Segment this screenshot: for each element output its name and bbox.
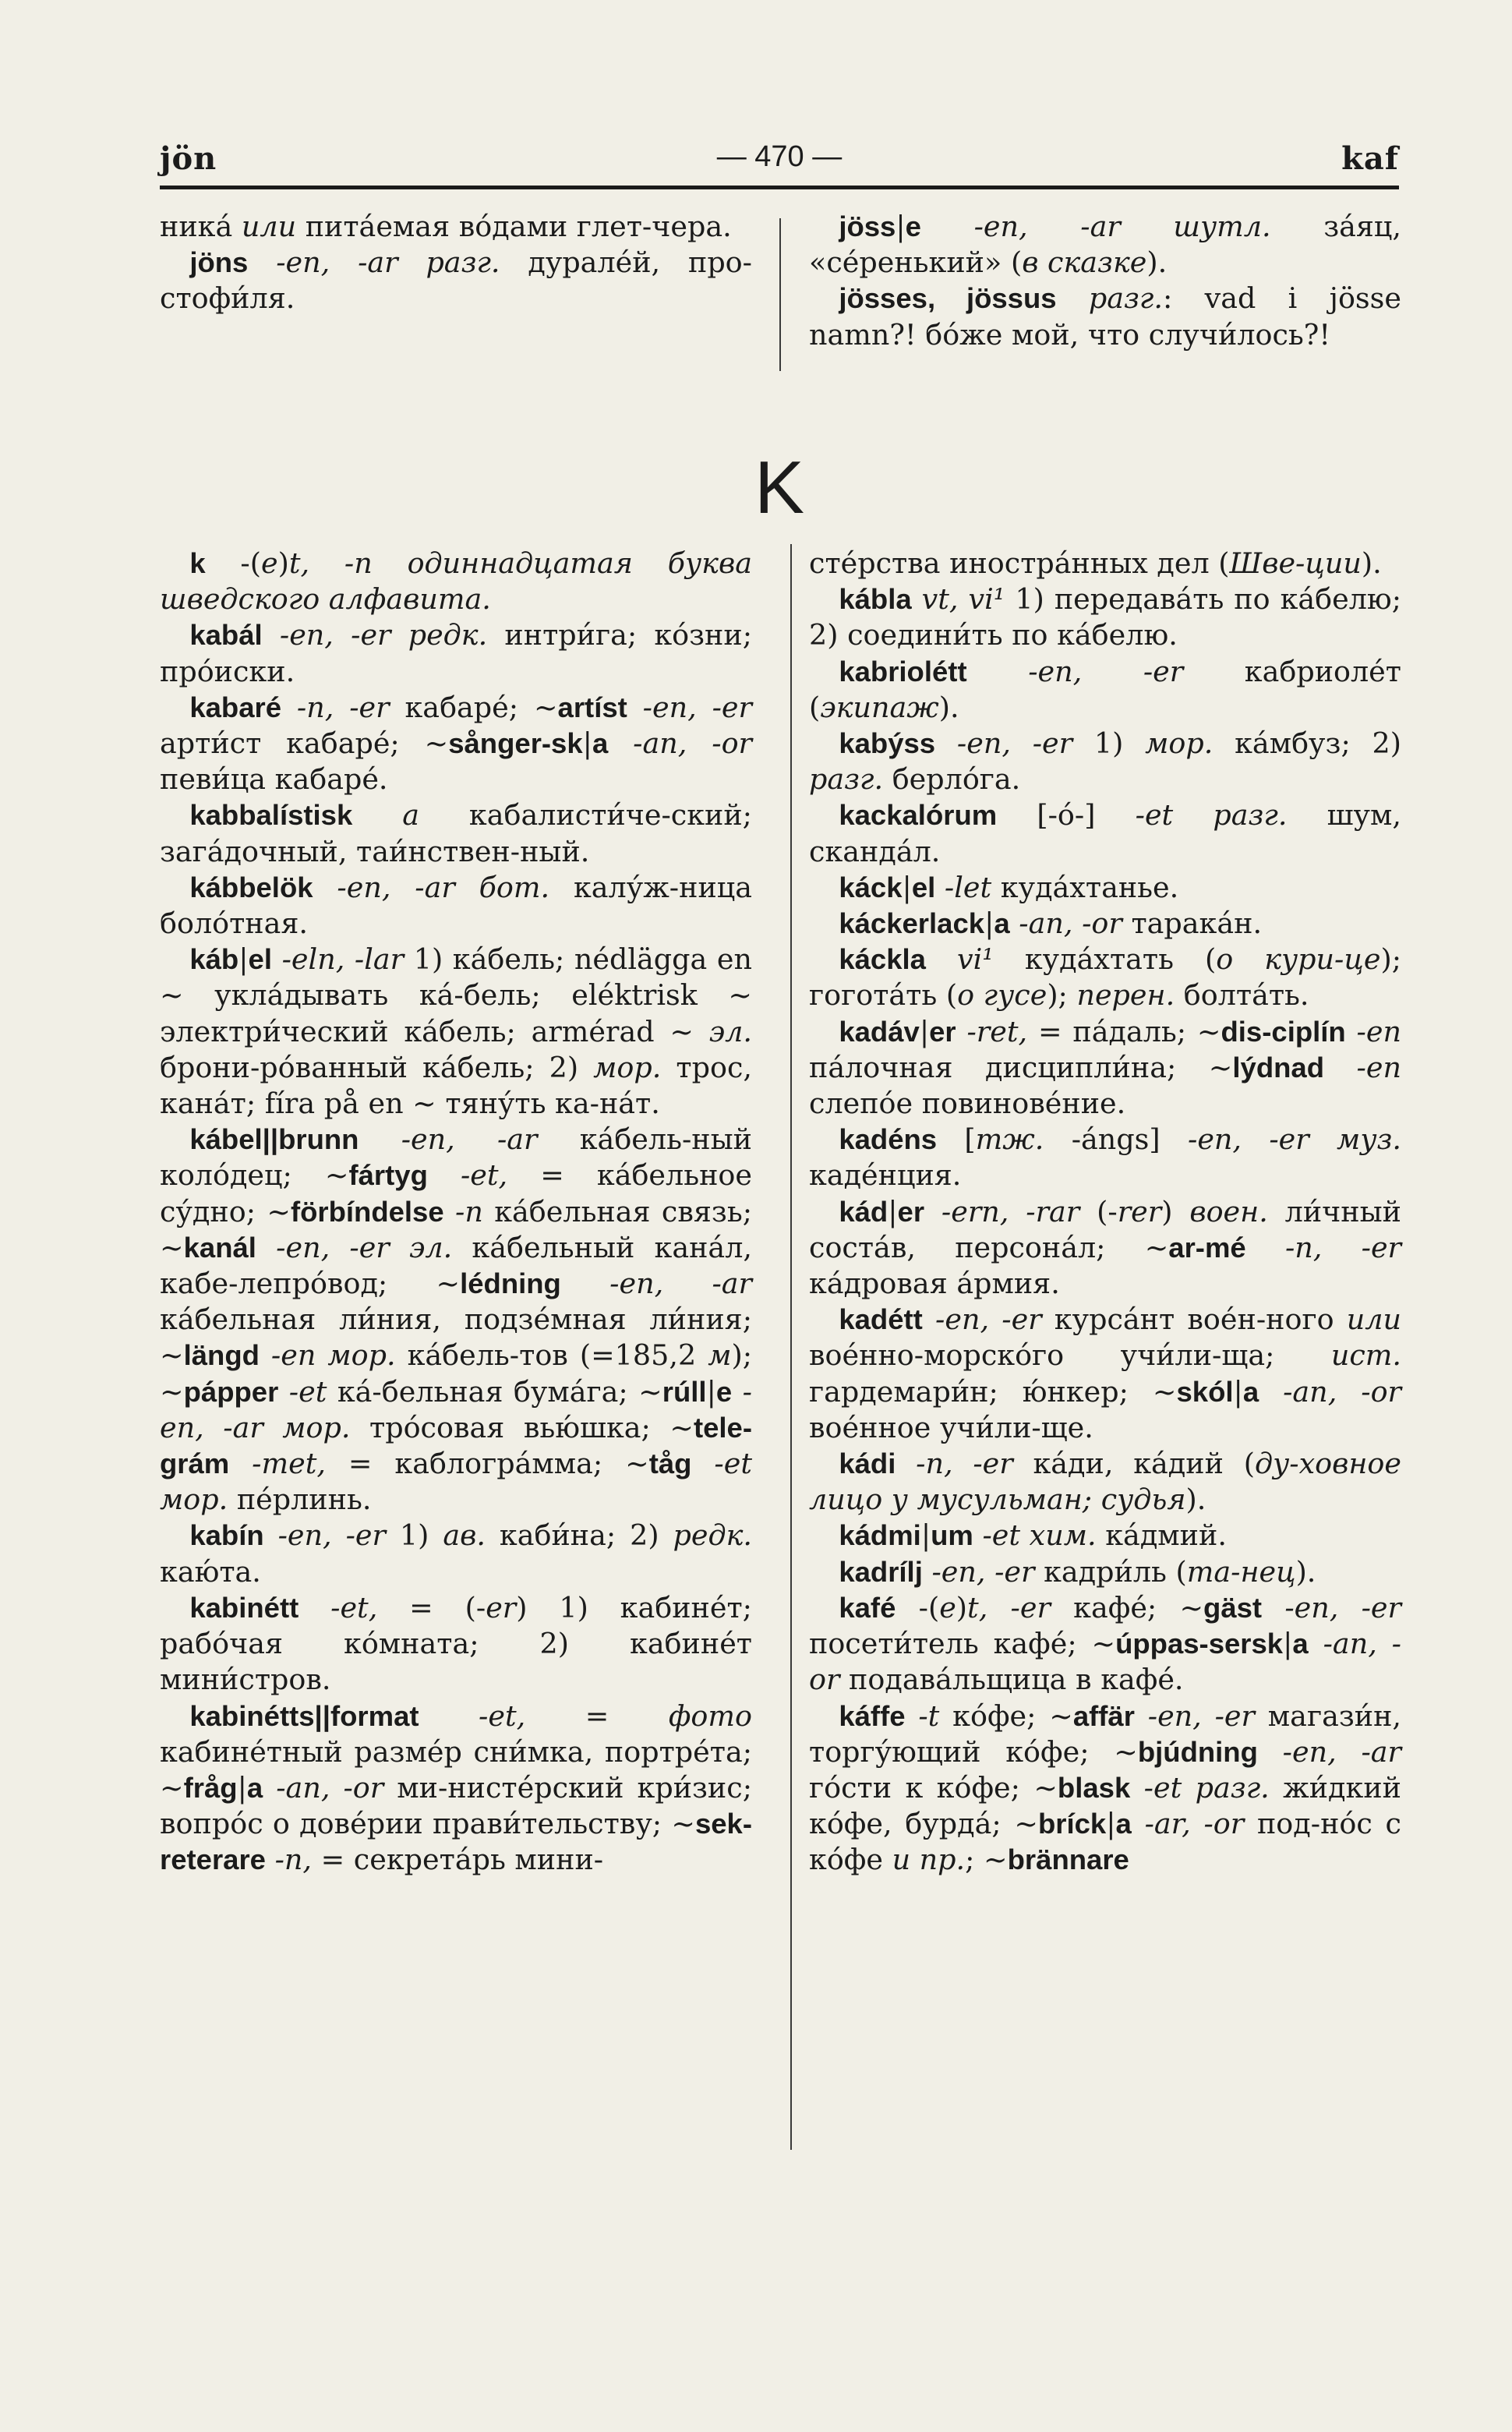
grammar-note: фото <box>668 1699 752 1733</box>
definition-text: каби́на; 2) <box>485 1518 673 1553</box>
grammar-note: эл. <box>708 1014 752 1048</box>
dictionary-entry <box>160 617 752 689</box>
dictionary-entry <box>809 1014 1401 1122</box>
grammar-note: -en, -ar бот. <box>313 870 550 904</box>
dictionary-entry <box>809 1194 1401 1303</box>
dictionary-entry <box>809 1302 1401 1446</box>
definition-text: ); гогота́ть ( <box>809 942 1401 1013</box>
headword: kabaré <box>189 691 282 723</box>
dictionary-entry <box>160 870 752 942</box>
definition-text: сте́рства иностра́нных дел ( <box>809 546 1230 580</box>
definition-text: 1) передава́ть по ка́белю; 2) соедини́ть по ка́белю. <box>809 582 1401 652</box>
definition-text: = (- <box>377 1590 486 1624</box>
definition-text: = каблогра́мма; ~ <box>326 1447 649 1481</box>
grammar-note: редк. <box>673 1518 753 1553</box>
definition-text: кабине́тный разме́р сни́мка, портре́та; ~ <box>160 1734 752 1805</box>
grammar-note: -n, -er <box>281 690 390 724</box>
grammar-note: -en, -ar шутл. <box>920 210 1271 243</box>
header-left-guide-word: jön <box>160 140 217 177</box>
definition-text: пе́рлинь. <box>228 1483 372 1517</box>
grammar-note: e <box>939 1590 956 1624</box>
definition-text: ) 1) кабине́т; рабо́чая ко́мната; 2) кабине́т мини́стров. <box>160 1590 752 1697</box>
headword: kábla <box>839 583 912 616</box>
headword: affär <box>1072 1699 1135 1732</box>
grammar-note: ав. <box>443 1518 486 1553</box>
grammar-note: мор. <box>1145 726 1213 761</box>
headword: fártyg <box>348 1159 428 1192</box>
dictionary-entry <box>160 797 752 869</box>
headword: kabinétt <box>189 1591 299 1624</box>
definition-text: ка́мбуз; 2) <box>1213 726 1401 761</box>
grammar-note: ду-ховное лицо у мусульман; судья <box>809 1447 1401 1517</box>
headword: kanál <box>183 1231 256 1264</box>
headword: kafé <box>839 1591 896 1624</box>
headword: pápper <box>183 1375 279 1408</box>
grammar-note: в сказке <box>1022 246 1147 280</box>
definition-text: | <box>1233 1374 1243 1409</box>
definition-text: ) <box>1161 1194 1190 1228</box>
headword: kabín <box>189 1519 264 1552</box>
headword: kadéns <box>839 1123 938 1156</box>
headword: káckerlack <box>839 907 985 940</box>
grammar-note: или <box>241 210 297 243</box>
definition-text: 1) <box>385 1518 443 1553</box>
definition-text: ка́бель-тов (=185,2 <box>395 1338 708 1373</box>
headword: sånger-sk <box>448 727 583 760</box>
headword: kabbalístisk <box>189 799 353 832</box>
grammar-note: разг. <box>1056 281 1163 316</box>
grammar-note: -let <box>935 870 992 904</box>
definition-text: ). <box>1361 546 1382 580</box>
grammar-note: -et мор. <box>160 1447 752 1517</box>
definition-text: го́сти к ко́фе; ~ <box>809 1770 1058 1805</box>
dictionary-entry <box>160 546 752 617</box>
grammar-note: -en, -er муз. <box>1187 1122 1401 1157</box>
headword: brännare <box>1007 1843 1129 1876</box>
page-header <box>160 133 1399 187</box>
headword: längd <box>183 1339 260 1372</box>
grammar-note: -en, -er эл. <box>256 1230 453 1264</box>
definition-text: ). <box>1146 246 1168 280</box>
grammar-note: -en, -er <box>922 1303 1042 1337</box>
headword: skól <box>1176 1375 1234 1408</box>
headword: jöns <box>189 246 249 279</box>
grammar-note: -an, -or <box>608 726 753 761</box>
headword: blask <box>1057 1771 1131 1804</box>
definition-text: берло́га. <box>883 762 1021 797</box>
definition-text: шум, сканда́л. <box>809 798 1401 868</box>
grammar-note: экипаж <box>820 690 939 724</box>
definition-text: | <box>706 1374 716 1409</box>
grammar-note: -en, -ar разг. <box>248 246 500 280</box>
dictionary-entry <box>160 690 752 798</box>
headword: tåg <box>648 1448 692 1480</box>
definition-text: = секрета́рь мини- <box>312 1843 604 1877</box>
headword: kabriolétt <box>839 655 967 688</box>
headword: káckla <box>839 943 926 976</box>
definition-text: ); <box>1047 978 1077 1013</box>
grammar-note: -en <box>1324 1050 1401 1084</box>
headword: bríck <box>1037 1808 1107 1840</box>
headword: er <box>897 1195 925 1228</box>
headword: k <box>189 547 206 579</box>
headword: bjúdning <box>1137 1735 1258 1768</box>
headword: kabinétts||format <box>189 1699 419 1732</box>
definition-text: тарака́н. <box>1122 907 1263 941</box>
grammar-note: -et, <box>299 1590 378 1624</box>
definition-text: ). <box>1295 1554 1316 1589</box>
definition-text: [ <box>937 1122 976 1157</box>
grammar-note: -et разг. <box>1130 1770 1270 1805</box>
definition-text: | <box>888 1194 898 1228</box>
definition-text: | <box>582 726 592 761</box>
headword: um <box>931 1519 973 1552</box>
grammar-note: rer <box>1117 1194 1162 1228</box>
headword: kabýss <box>839 727 936 760</box>
headword: gäst <box>1203 1591 1263 1624</box>
grammar-note: ист. <box>1330 1338 1401 1373</box>
grammar-note: -en, -er <box>1134 1699 1255 1733</box>
definition-text: = <box>525 1699 669 1733</box>
definition-text: ко́фе; ~ <box>939 1699 1073 1733</box>
headword: rúll <box>662 1375 707 1408</box>
grammar-note: er <box>486 1590 517 1624</box>
grammar-note: -en, -er <box>627 690 752 724</box>
definition-text: | <box>896 210 906 243</box>
page-number: — 470 — <box>716 140 843 173</box>
definition-text: | <box>919 1014 930 1048</box>
header-rule <box>160 186 1399 189</box>
dictionary-entry <box>160 245 752 316</box>
definition-text: = па́даль; ~ <box>1027 1014 1221 1048</box>
headword: artíst <box>557 691 627 723</box>
headword: a <box>1292 1628 1309 1660</box>
definition-text: тро́совая вью́шка; ~ <box>350 1410 694 1444</box>
grammar-note: -n, -er <box>1245 1230 1401 1264</box>
grammar-note: t, -n одиннадцатая буква шведского алфавита. <box>160 546 752 617</box>
headword: káffe <box>839 1699 906 1732</box>
definition-text: вое́нно-морско́го учи́ли-ща; <box>809 1338 1331 1373</box>
definition-text: | <box>1283 1627 1293 1661</box>
definition-text: дурале́й, про-стофи́ля. <box>160 246 752 316</box>
left-column <box>160 546 752 1879</box>
grammar-note: м <box>708 1338 732 1373</box>
definition-text: ка́дмий. <box>1096 1518 1227 1553</box>
definition-text: кадри́ль ( <box>1034 1554 1187 1589</box>
definition-text: : vad i jösse namn?! бо́же мой, что случи́лось?! <box>809 281 1401 352</box>
headword: a <box>246 1771 263 1804</box>
dictionary-entry <box>809 906 1401 942</box>
definition-text: 1) <box>1072 726 1146 761</box>
definition-text: арти́ст кабаре́; ~ <box>160 726 449 761</box>
grammar-note: vt, vi¹ <box>911 582 1005 617</box>
dictionary-entry <box>809 1122 1401 1193</box>
grammar-note: -en, -ar <box>560 1267 752 1301</box>
headword: káb <box>189 943 239 976</box>
headword: el <box>248 943 272 976</box>
definition-text: ка́ди, ка́дий ( <box>1012 1447 1255 1481</box>
grammar-note: -en, -er <box>263 1518 386 1553</box>
definition-text: кафе́; ~ <box>1050 1590 1204 1624</box>
grammar-note: -en, -ar <box>1257 1734 1401 1769</box>
dictionary-entry <box>160 1518 752 1589</box>
definition-text: па́лочная дисципли́на; ~ <box>809 1050 1233 1084</box>
grammar-note: t, -er <box>967 1590 1051 1624</box>
headword: sek-reterare <box>160 1808 752 1876</box>
headword: kabál <box>189 619 263 652</box>
headword: káck <box>839 871 903 903</box>
headword: kádi <box>839 1448 896 1480</box>
grammar-note: -en, -er <box>966 654 1184 688</box>
headword: lédning <box>460 1267 561 1300</box>
headword: úppas-sersk <box>1115 1628 1284 1660</box>
definition-text: ); ~ <box>160 1338 752 1409</box>
definition-text: каде́нция. <box>809 1158 962 1193</box>
dictionary-entry <box>809 870 1401 906</box>
dictionary-entry <box>160 1590 752 1699</box>
headword: fråg <box>183 1771 238 1804</box>
definition-text: ка́дровая а́рмия. <box>809 1267 1060 1301</box>
grammar-note: a <box>352 798 419 832</box>
definition-text: 1) ка́бель; nédlägga en ~ укла́дывать ка́-бель; eléktrisk ~ электри́ческий ка́бель; armérad ~ <box>160 942 752 1048</box>
grammar-note: -en, -er <box>922 1554 1035 1589</box>
headword: e <box>715 1375 733 1408</box>
grammar-note: и пр. <box>892 1843 966 1877</box>
grammar-note: -en, -er <box>1262 1590 1401 1624</box>
definition-text: | <box>237 1770 247 1805</box>
definition-text: [-ó-] <box>997 798 1136 832</box>
headword: el <box>911 871 936 903</box>
top-right-column <box>809 209 1401 353</box>
definition-text: магази́н, торгу́ющий ко́фе; ~ <box>809 1699 1401 1769</box>
grammar-note: -ar, -or <box>1131 1807 1245 1841</box>
grammar-note: или <box>1346 1303 1401 1337</box>
dictionary-entry <box>809 581 1401 653</box>
grammar-note: -et разг. <box>1135 798 1288 832</box>
grammar-note: -ret, <box>956 1014 1028 1048</box>
grammar-note: -et <box>278 1374 327 1409</box>
headword: kadáv <box>839 1015 920 1048</box>
grammar-note: мор. <box>593 1050 662 1084</box>
dictionary-entry <box>809 209 1401 281</box>
headword: a <box>592 727 609 760</box>
headword: kadétt <box>839 1303 923 1336</box>
grammar-note: -en, -ar мор. <box>160 1374 752 1444</box>
headword: förbíndelse <box>290 1195 444 1228</box>
dictionary-entry <box>809 726 1401 797</box>
headword: ar-mé <box>1168 1231 1246 1264</box>
definition-text: | <box>984 907 994 941</box>
dictionary-entry <box>809 654 1401 726</box>
definition-text: | <box>920 1518 931 1553</box>
headword: a <box>1115 1808 1132 1840</box>
definition-text: | <box>902 870 912 904</box>
definition-text: слепо́е повинове́ние. <box>809 1087 1126 1121</box>
headword: tele-grám <box>160 1411 752 1480</box>
definition-text: ка́бель-ный коло́дец; ~ <box>160 1122 752 1193</box>
headword: kackalórum <box>839 799 998 832</box>
grammar-note: -n <box>443 1194 483 1228</box>
dictionary-entry <box>809 1554 1401 1590</box>
definition-text: гардемари́н; ю́нкер; ~ <box>809 1374 1177 1409</box>
grammar-note: -et хим. <box>973 1518 1097 1553</box>
headword: a <box>1242 1375 1259 1408</box>
grammar-note: -an, -or <box>263 1770 384 1805</box>
definition-text: | <box>238 942 249 977</box>
grammar-note: -en, -ar <box>359 1122 538 1157</box>
dictionary-entry <box>160 1122 752 1518</box>
definition-text: ми-нисте́рский кри́зис; вопро́с о дове́рии прави́тельству; ~ <box>160 1770 753 1841</box>
dictionary-entry <box>809 1518 1401 1554</box>
grammar-note: e <box>261 546 278 580</box>
dictionary-entry <box>160 209 752 245</box>
grammar-note: -met, <box>229 1447 326 1481</box>
grammar-note: -ern, -rar <box>924 1194 1080 1228</box>
definition-text: каю́та. <box>160 1554 261 1589</box>
grammar-note: перен. <box>1076 978 1175 1013</box>
dictionary-entry <box>809 1590 1401 1699</box>
definition-text: ка́бельный кана́л, кабе-лепро́вод; ~ <box>160 1230 752 1301</box>
grammar-note: -en, -er <box>935 726 1073 761</box>
dictionary-entry <box>160 942 752 1122</box>
definition-text: посети́тель кафе́; ~ <box>809 1627 1116 1661</box>
headword: kábbelök <box>189 871 313 903</box>
grammar-note: о гусе <box>957 978 1047 1013</box>
dictionary-entry <box>809 1446 1401 1518</box>
definition-text: ника́ <box>160 210 242 243</box>
definition-text: ; ~ <box>965 1843 1008 1877</box>
definition-text: ). <box>1185 1483 1206 1517</box>
definition-text: жи́дкий ко́фе, бурда́; ~ <box>809 1770 1401 1841</box>
grammar-note: тж. <box>975 1122 1044 1157</box>
headword: jöss <box>839 210 896 242</box>
definition-text: трос, кана́т; fíra på en ~ тяну́ть ка-на́т. <box>160 1050 752 1121</box>
grammar-note: -an, -or <box>1259 1374 1402 1409</box>
dictionary-entry <box>809 546 1401 581</box>
definition-text: -( <box>205 546 261 580</box>
column-divider-top <box>779 218 781 371</box>
grammar-note: -n, -er <box>896 1447 1013 1481</box>
definition-text: за́яц, «се́ренький» ( <box>809 210 1402 280</box>
dictionary-entry <box>160 1699 752 1879</box>
definition-text: пита́емая во́дами глет-чера. <box>296 210 732 243</box>
grammar-note: Шве-ции <box>1229 546 1362 580</box>
definition-text: ) <box>956 1590 968 1624</box>
definition-text: куда́хтанье. <box>991 870 1179 904</box>
dictionary-entry <box>809 1699 1401 1879</box>
definition-text: куда́хтать ( <box>993 942 1217 977</box>
definition-text: = ка́бельное су́дно; ~ <box>160 1158 752 1228</box>
headword: dis-ciplín <box>1221 1015 1346 1048</box>
definition-text: | <box>1106 1807 1116 1841</box>
definition-text: болта́ть. <box>1175 978 1309 1013</box>
dictionary-entry <box>809 281 1401 352</box>
definition-text: ка́бельная связь; ~ <box>160 1194 752 1264</box>
grammar-note: -n, <box>265 1843 313 1877</box>
headword: a <box>994 907 1010 940</box>
section-letter: K <box>754 446 805 529</box>
definition-text: певи́ца кабаре́. <box>160 762 388 797</box>
definition-text: ли́чный соста́в, персона́л; ~ <box>809 1194 1402 1264</box>
dictionary-entry <box>809 797 1401 869</box>
grammar-note: о кури-це <box>1216 942 1381 977</box>
definition-text: ) <box>277 546 289 580</box>
grammar-note: -en мор. <box>259 1338 396 1373</box>
grammar-note: -en <box>1345 1014 1401 1048</box>
grammar-note: -eln, -lar <box>271 942 404 977</box>
grammar-note: -an, -or <box>1009 907 1122 941</box>
headword: jösses, jössus <box>839 282 1057 315</box>
grammar-note: -an, -or <box>809 1627 1401 1697</box>
grammar-note: -et, <box>419 1699 526 1733</box>
headword: kadrílj <box>839 1555 923 1588</box>
definition-text: -( <box>896 1590 940 1624</box>
definition-text: кабаре́; ~ <box>389 690 558 724</box>
headword: lýdnad <box>1232 1051 1325 1083</box>
headword: kád <box>839 1195 888 1228</box>
definition-text: под-но́с с ко́фе <box>809 1807 1401 1877</box>
definition-text: -ángs] <box>1044 1122 1188 1157</box>
definition-text: кабалисти́че-ский; зага́дочный, таи́нствен-ный. <box>160 798 752 868</box>
definition-text: интри́га; ко́зни; про́иски. <box>160 618 753 688</box>
definition-text: ка́бельная ли́ния, подзе́мная ли́ния; ~ <box>160 1303 752 1373</box>
grammar-note: та-нец <box>1186 1554 1296 1589</box>
definition-text: ка́-бельная бума́га; ~ <box>327 1374 662 1409</box>
grammar-note: воен. <box>1189 1194 1268 1228</box>
header-right-guide-word: kaf <box>1341 140 1399 177</box>
headword: kádmi <box>839 1519 921 1552</box>
headword: e <box>905 210 921 242</box>
headword: kábel||brunn <box>189 1123 359 1156</box>
dictionary-entry <box>809 942 1401 1013</box>
definition-text: вое́нное учи́ли-ще. <box>809 1410 1093 1444</box>
top-left-column <box>160 209 752 317</box>
grammar-note: -en, -er редк. <box>262 618 488 652</box>
right-column <box>809 546 1401 1879</box>
grammar-note: разг. <box>809 762 884 797</box>
definition-text: ). <box>938 690 959 724</box>
definition-text: кабриоле́т ( <box>809 654 1401 724</box>
definition-text: калу́ж-ница боло́тная. <box>160 870 752 941</box>
definition-text: (- <box>1079 1194 1118 1228</box>
grammar-note: vi¹ <box>925 942 994 977</box>
headword: er <box>929 1015 956 1048</box>
grammar-note: -t <box>905 1699 940 1733</box>
grammar-note: -et, <box>427 1158 508 1193</box>
definition-text: курса́нт вое́н-ного <box>1041 1303 1347 1337</box>
definition-text: подава́льщица в кафе́. <box>839 1663 1184 1697</box>
definition-text: брони-ро́ванный ка́бель; 2) <box>160 1050 594 1084</box>
column-divider-main <box>790 544 792 2150</box>
